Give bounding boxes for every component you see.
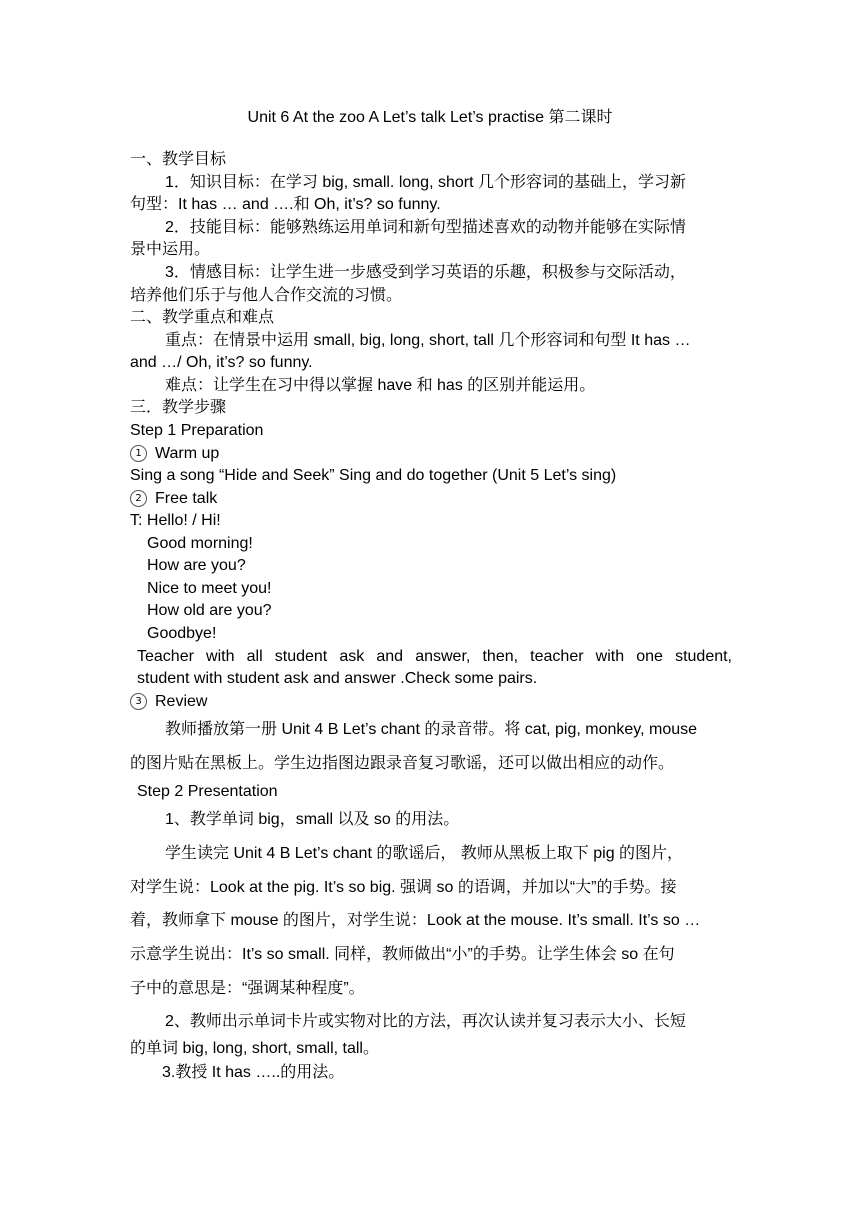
objective-1-line-1: 1．知识目标：在学习 big, small. long, short 几个形容词的基础上，学习新 bbox=[165, 174, 686, 191]
objective-1-line-2: 句型：It has … and ….和 Oh, it’s? so funny. bbox=[130, 196, 441, 213]
circled-number-2: 2 bbox=[130, 490, 147, 507]
objective-3-line-2: 培养他们乐于与他人合作交流的习惯。 bbox=[130, 287, 403, 304]
teacher-line-2: student with student ask and answer .Check some pairs. bbox=[137, 670, 538, 687]
dialogue-goodbye: Goodbye! bbox=[147, 625, 217, 642]
dialogue-how-are-you: How are you? bbox=[147, 557, 246, 574]
item-review bbox=[130, 691, 207, 713]
dialogue-hello-text: T: Hello! / Hi! bbox=[130, 512, 221, 529]
dialogue-nice: Nice to meet you! bbox=[147, 580, 272, 597]
presentation-2-line-2: 的单词 big, long, short, small, tall。 bbox=[130, 1040, 379, 1057]
dialogue-how-old: How old are you? bbox=[147, 602, 272, 619]
item-review-label: Review bbox=[155, 693, 208, 710]
step-2-heading: Step 2 Presentation bbox=[137, 783, 278, 800]
item-warm-up-label: Warm up bbox=[155, 445, 220, 462]
difficulty-line: 难点：让学生在习中得以掌握 have 和 has 的区别并能运用。 bbox=[165, 377, 596, 394]
objective-2-line-1: 2．技能目标：能够熟练运用单词和新句型描述喜欢的动物并能够在实际情 bbox=[165, 219, 686, 236]
presentation-1-line-5: 子中的意思是：“强调某种程度”。 bbox=[130, 980, 365, 997]
review-line-2: 的图片贴在黑板上。学生边指图边跟录音复习歌谣，还可以做出相应的动作。 bbox=[130, 755, 675, 772]
steps-heading: 三．教学步骤 bbox=[130, 399, 227, 416]
sing-line: Sing a song “Hide and Seek” Sing and do together (Unit 5 Let’s sing) bbox=[130, 467, 617, 484]
objective-3-line-1: 3．情感目标：让学生进一步感受到学习英语的乐趣，积极参与交际活动， bbox=[165, 264, 686, 281]
key-point-line-1: 重点：在情景中运用 small, big, long, short, tall 几个形容词和句型 It has … bbox=[165, 332, 691, 349]
presentation-1-line-1: 学生读完 Unit 4 B Let’s chant 的歌谣后， 教师从黑板上取下 pig 的图片， bbox=[165, 845, 684, 862]
review-line-1: 教师播放第一册 Unit 4 B Let’s chant 的录音带。将 cat, pig, monkey, mouse bbox=[165, 721, 698, 738]
presentation-1-line-2: 对学生说：Look at the pig. It’s so big. 强调 so 的语调，并加以“大”的手势。接 bbox=[130, 879, 677, 896]
step-1-heading: Step 1 Preparation bbox=[130, 422, 264, 439]
document-title: Unit 6 At the zoo A Let’s talk Let’s practise 第二课时 bbox=[247, 109, 613, 126]
objectives-heading: 一、教学目标 bbox=[130, 151, 227, 168]
teacher-line-1: Teacher with all student ask and answer, then, teacher with one student, bbox=[137, 648, 732, 665]
item-free-talk bbox=[130, 488, 217, 510]
keypoints-heading: 二、教学重点和难点 bbox=[130, 309, 275, 326]
presentation-1-line-3: 着，教师拿下 mouse 的图片，对学生说：Look at the mouse. It’s small. It’s so … bbox=[130, 912, 701, 929]
presentation-2-line-1: 2、教师出示单词卡片或实物对比的方法，再次认读并复习表示大小、长短 bbox=[165, 1013, 686, 1030]
presentation-point-1: 1、教学单词 big，small 以及 so 的用法。 bbox=[165, 811, 460, 828]
dialogue-good-morning: Good morning! bbox=[147, 535, 253, 552]
presentation-point-3: 3.教授 It has …..的用法。 bbox=[162, 1064, 345, 1081]
objective-2-line-2: 景中运用。 bbox=[130, 241, 211, 258]
presentation-1-line-4: 示意学生说出：It’s so small. 同样，教师做出“小”的手势。让学生体会 so 在句 bbox=[130, 946, 675, 963]
circled-number-1: 1 bbox=[130, 445, 147, 462]
item-free-talk-label: Free talk bbox=[155, 490, 218, 507]
item-warm-up bbox=[130, 443, 219, 465]
key-point-line-2: and …/ Oh, it’s? so funny. bbox=[130, 354, 313, 371]
circled-number-3: 3 bbox=[130, 693, 147, 710]
